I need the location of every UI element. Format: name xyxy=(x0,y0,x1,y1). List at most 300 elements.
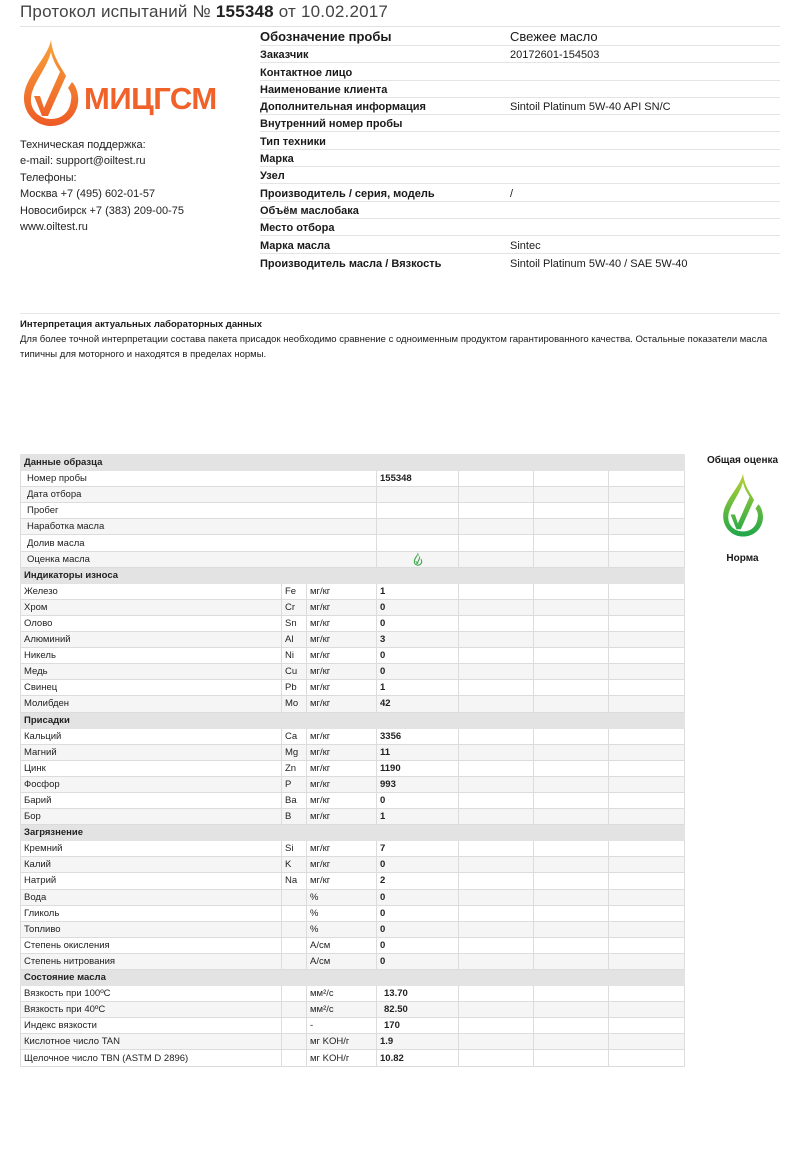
unit: мг/кг xyxy=(307,583,377,599)
element-symbol: Pb xyxy=(282,680,307,696)
info-row xyxy=(260,28,780,46)
empty-cell xyxy=(534,487,609,503)
interpretation-divider xyxy=(20,313,780,314)
empty-cell xyxy=(609,583,685,599)
info-label: Дополнительная информация xyxy=(260,101,426,114)
unit: мг/кг xyxy=(307,632,377,648)
phone-novosibirsk: Новосибирск +7 (383) 209-00-75 xyxy=(20,204,184,217)
empty-cell xyxy=(609,728,685,744)
empty-cell xyxy=(534,760,609,776)
element-symbol: B xyxy=(282,809,307,825)
section-header xyxy=(21,970,685,986)
unit: мг/кг xyxy=(307,873,377,889)
empty-cell xyxy=(609,792,685,808)
info-value xyxy=(510,79,780,80)
section-title: Индикаторы износа xyxy=(21,567,685,583)
row-label: Вязкость при 40ºC xyxy=(21,1002,282,1018)
empty-cell xyxy=(459,632,534,648)
row-label: Индекс вязкости xyxy=(21,1018,282,1034)
row-value: 0 xyxy=(377,889,459,905)
empty-cell xyxy=(459,696,534,712)
element-symbol: Zn xyxy=(282,760,307,776)
element-symbol xyxy=(282,953,307,969)
section-header xyxy=(21,567,685,583)
table-row xyxy=(21,937,685,953)
info-value xyxy=(510,217,780,218)
table-row xyxy=(21,535,685,551)
empty-cell xyxy=(609,1018,685,1034)
empty-cell xyxy=(459,1034,534,1050)
row-label: Никель xyxy=(21,648,282,664)
info-label: Марка xyxy=(260,153,294,166)
info-label: Контактное лицо xyxy=(260,66,353,79)
table-row xyxy=(21,664,685,680)
section-title: Состояние масла xyxy=(21,970,685,986)
unit: мг/кг xyxy=(307,599,377,615)
info-row xyxy=(260,219,780,236)
row-label: Фосфор xyxy=(21,776,282,792)
empty-cell xyxy=(609,744,685,760)
empty-cell xyxy=(609,776,685,792)
empty-cell xyxy=(534,503,609,519)
row-value: 0 xyxy=(377,599,459,615)
empty-cell xyxy=(459,519,534,535)
unit: мг/кг xyxy=(307,728,377,744)
element-symbol xyxy=(282,986,307,1002)
empty-cell xyxy=(459,986,534,1002)
support-contacts xyxy=(20,137,184,235)
section-header xyxy=(21,455,685,471)
info-value: / xyxy=(510,187,514,200)
overall-status: Норма xyxy=(726,553,759,564)
unit: % xyxy=(307,905,377,921)
empty-cell xyxy=(459,503,534,519)
row-value: 0 xyxy=(377,792,459,808)
section-header xyxy=(21,825,685,841)
empty-cell xyxy=(534,648,609,664)
table-row xyxy=(21,841,685,857)
empty-cell xyxy=(459,953,534,969)
row-label: Кремний xyxy=(21,841,282,857)
table-row xyxy=(21,599,685,615)
empty-cell xyxy=(609,953,685,969)
row-label: Степень нитрования xyxy=(21,953,282,969)
table-row xyxy=(21,1018,685,1034)
element-symbol xyxy=(282,889,307,905)
unit: мм²/с xyxy=(307,986,377,1002)
unit: % xyxy=(307,889,377,905)
empty-cell xyxy=(609,857,685,873)
row-value: 993 xyxy=(377,776,459,792)
empty-cell xyxy=(534,809,609,825)
empty-cell xyxy=(459,551,534,567)
empty-cell xyxy=(459,615,534,631)
protocol-date: 10.02.2017 xyxy=(301,2,389,21)
empty-cell xyxy=(534,535,609,551)
empty-cell xyxy=(534,1050,609,1066)
protocol-number: 155348 xyxy=(215,2,274,21)
info-label: Объём маслобака xyxy=(260,204,359,217)
info-label: Внутренний номер пробы xyxy=(260,118,403,131)
table-row xyxy=(21,471,685,487)
empty-cell xyxy=(459,889,534,905)
element-symbol: P xyxy=(282,776,307,792)
section-title: Присадки xyxy=(21,712,685,728)
unit: мм²/с xyxy=(307,1002,377,1018)
empty-cell xyxy=(459,487,534,503)
info-value xyxy=(510,130,780,131)
row-value: 0 xyxy=(377,857,459,873)
empty-cell xyxy=(459,728,534,744)
lab-results-table xyxy=(20,454,685,1067)
row-value: 3356 xyxy=(377,728,459,744)
info-label: Марка масла xyxy=(260,239,331,252)
row-value: 82.50 xyxy=(377,1002,459,1018)
date-prefix: от xyxy=(278,2,297,21)
section-title: Данные образца xyxy=(21,455,685,471)
row-value xyxy=(377,535,459,551)
empty-cell xyxy=(609,535,685,551)
row-value: 1 xyxy=(377,583,459,599)
info-row xyxy=(260,132,780,149)
unit: мг/кг xyxy=(307,744,377,760)
element-symbol: Sn xyxy=(282,615,307,631)
table-row xyxy=(21,953,685,969)
element-symbol xyxy=(282,937,307,953)
row-label: Барий xyxy=(21,792,282,808)
section-header xyxy=(21,712,685,728)
element-symbol: Al xyxy=(282,632,307,648)
empty-cell xyxy=(609,503,685,519)
unit: мг/кг xyxy=(307,648,377,664)
empty-cell xyxy=(609,632,685,648)
info-row xyxy=(260,98,780,115)
row-value: 2 xyxy=(377,873,459,889)
empty-cell xyxy=(534,889,609,905)
row-label: Дата отбора xyxy=(21,487,377,503)
info-value xyxy=(510,96,780,97)
element-symbol: Na xyxy=(282,873,307,889)
table-row xyxy=(21,760,685,776)
table-row xyxy=(21,873,685,889)
unit: мг/кг xyxy=(307,615,377,631)
empty-cell xyxy=(534,599,609,615)
table-row xyxy=(21,615,685,631)
row-label: Наработка масла xyxy=(21,519,377,535)
empty-cell xyxy=(534,905,609,921)
row-value xyxy=(377,487,459,503)
phone-moscow: Москва +7 (495) 602-01-57 xyxy=(20,188,156,201)
row-value: 0 xyxy=(377,921,459,937)
table-row xyxy=(21,648,685,664)
support-email[interactable]: e-mail: support@oiltest.ru xyxy=(20,155,146,168)
info-row xyxy=(260,150,780,167)
row-value xyxy=(377,551,459,567)
support-heading: Техническая поддержка: xyxy=(20,139,146,151)
empty-cell xyxy=(459,1002,534,1018)
unit: мг/кг xyxy=(307,664,377,680)
unit: мг/кг xyxy=(307,792,377,808)
table-row xyxy=(21,632,685,648)
row-value: 3 xyxy=(377,632,459,648)
empty-cell xyxy=(534,744,609,760)
unit: мг/кг xyxy=(307,760,377,776)
overall-assessment xyxy=(700,455,785,564)
row-label: Магний xyxy=(21,744,282,760)
empty-cell xyxy=(534,583,609,599)
row-label: Номер пробы xyxy=(21,471,377,487)
empty-cell xyxy=(459,648,534,664)
row-value: 0 xyxy=(377,953,459,969)
empty-cell xyxy=(459,809,534,825)
row-value: 170 xyxy=(377,1018,459,1034)
empty-cell xyxy=(534,1018,609,1034)
row-label: Топливо xyxy=(21,921,282,937)
unit: А/см xyxy=(307,953,377,969)
empty-cell xyxy=(459,921,534,937)
empty-cell xyxy=(609,921,685,937)
element-symbol: Mo xyxy=(282,696,307,712)
info-row xyxy=(260,236,780,253)
table-row xyxy=(21,583,685,599)
table-row xyxy=(21,680,685,696)
empty-cell xyxy=(459,680,534,696)
row-value: 0 xyxy=(377,615,459,631)
info-label: Место отбора xyxy=(260,222,335,235)
empty-cell xyxy=(534,873,609,889)
row-label: Свинец xyxy=(21,680,282,696)
info-row xyxy=(260,115,780,132)
empty-cell xyxy=(609,599,685,615)
info-label: Наименование клиента xyxy=(260,83,388,96)
table-row xyxy=(21,905,685,921)
element-symbol xyxy=(282,921,307,937)
row-value: 0 xyxy=(377,648,459,664)
info-value: 20172601-154503 xyxy=(510,49,600,62)
empty-cell xyxy=(609,664,685,680)
row-label: Гликоль xyxy=(21,905,282,921)
empty-cell xyxy=(459,471,534,487)
row-value: 1 xyxy=(377,809,459,825)
empty-cell xyxy=(609,937,685,953)
empty-cell xyxy=(534,728,609,744)
row-label: Щелочное число TBN (ASTM D 2896) xyxy=(21,1050,282,1066)
empty-cell xyxy=(459,905,534,921)
orange-drop-check-icon xyxy=(20,38,82,128)
empty-cell xyxy=(609,760,685,776)
row-label: Вода xyxy=(21,889,282,905)
empty-cell xyxy=(459,873,534,889)
row-label: Цинк xyxy=(21,760,282,776)
table-row xyxy=(21,487,685,503)
green-drop-check-icon xyxy=(413,552,423,566)
info-value: Свежее масло xyxy=(510,29,598,44)
empty-cell xyxy=(534,792,609,808)
row-label: Кислотное число TAN xyxy=(21,1034,282,1050)
info-value xyxy=(510,182,780,183)
info-row xyxy=(260,202,780,219)
info-value xyxy=(510,148,780,149)
empty-cell xyxy=(534,921,609,937)
empty-cell xyxy=(459,664,534,680)
company-logo xyxy=(20,38,235,128)
empty-cell xyxy=(534,1002,609,1018)
row-value xyxy=(377,519,459,535)
logo-text: МИЦГСМ xyxy=(84,81,217,116)
empty-cell xyxy=(534,857,609,873)
row-label: Натрий xyxy=(21,873,282,889)
table-row xyxy=(21,921,685,937)
unit: А/см xyxy=(307,937,377,953)
row-value: 7 xyxy=(377,841,459,857)
info-label: Заказчик xyxy=(260,49,309,62)
empty-cell xyxy=(534,937,609,953)
empty-cell xyxy=(609,487,685,503)
info-row xyxy=(260,63,780,80)
website-link[interactable]: www.oiltest.ru xyxy=(20,221,88,234)
info-label: Узел xyxy=(260,170,285,183)
unit: мг/кг xyxy=(307,857,377,873)
row-label: Бор xyxy=(21,809,282,825)
info-value: Sintoil Platinum 5W-40 API SN/C xyxy=(510,101,671,114)
empty-cell xyxy=(459,857,534,873)
empty-cell xyxy=(459,1050,534,1066)
section-title: Загрязнение xyxy=(21,825,685,841)
title-prefix: Протокол испытаний № xyxy=(20,2,211,21)
info-label: Производитель / серия, модель xyxy=(260,187,435,200)
row-value: 1190 xyxy=(377,760,459,776)
row-label: Медь xyxy=(21,664,282,680)
row-label: Долив масла xyxy=(21,535,377,551)
info-value: Sintoil Platinum 5W-40 / SAE 5W-40 xyxy=(510,257,688,270)
element-symbol: Cr xyxy=(282,599,307,615)
unit: мг/кг xyxy=(307,696,377,712)
empty-cell xyxy=(609,873,685,889)
element-symbol: K xyxy=(282,857,307,873)
empty-cell xyxy=(534,519,609,535)
interpretation-title: Интерпретация актуальных лабораторных данных xyxy=(20,319,262,330)
empty-cell xyxy=(459,583,534,599)
table-row xyxy=(21,857,685,873)
unit: мг KOH/г xyxy=(307,1050,377,1066)
element-symbol xyxy=(282,1034,307,1050)
row-label: Степень окисления xyxy=(21,937,282,953)
empty-cell xyxy=(609,1002,685,1018)
info-value xyxy=(510,165,780,166)
empty-cell xyxy=(534,841,609,857)
unit: % xyxy=(307,921,377,937)
table-row xyxy=(21,696,685,712)
empty-cell xyxy=(609,986,685,1002)
empty-cell xyxy=(609,1034,685,1050)
title-divider xyxy=(20,26,780,27)
row-value: 13.70 xyxy=(377,986,459,1002)
protocol-title xyxy=(20,2,388,22)
row-value xyxy=(377,503,459,519)
empty-cell xyxy=(609,519,685,535)
info-label: Обозначение пробы xyxy=(260,29,392,44)
unit: мг/кг xyxy=(307,680,377,696)
empty-cell xyxy=(534,551,609,567)
empty-cell xyxy=(459,599,534,615)
element-symbol xyxy=(282,905,307,921)
element-symbol xyxy=(282,1002,307,1018)
empty-cell xyxy=(534,776,609,792)
row-value: 11 xyxy=(377,744,459,760)
table-row xyxy=(21,792,685,808)
table-row xyxy=(21,519,685,535)
empty-cell xyxy=(459,841,534,857)
green-drop-check-icon xyxy=(719,472,767,538)
table-row xyxy=(21,889,685,905)
row-value: 1.9 xyxy=(377,1034,459,1050)
unit: мг KOH/г xyxy=(307,1034,377,1050)
phones-heading: Телефоны: xyxy=(20,171,77,184)
info-row xyxy=(260,184,780,201)
element-symbol: Fe xyxy=(282,583,307,599)
row-value: 1 xyxy=(377,680,459,696)
row-label: Вязкость при 100ºC xyxy=(21,986,282,1002)
row-label: Олово xyxy=(21,615,282,631)
row-label: Хром xyxy=(21,599,282,615)
empty-cell xyxy=(459,535,534,551)
sample-info-table xyxy=(260,28,780,271)
row-value: 42 xyxy=(377,696,459,712)
empty-cell xyxy=(459,776,534,792)
table-row xyxy=(21,776,685,792)
row-value: 0 xyxy=(377,937,459,953)
unit: мг/кг xyxy=(307,841,377,857)
info-row xyxy=(260,46,780,63)
table-row xyxy=(21,809,685,825)
row-value: 0 xyxy=(377,664,459,680)
row-label: Пробег xyxy=(21,503,377,519)
row-label: Калий xyxy=(21,857,282,873)
row-value: 10.82 xyxy=(377,1050,459,1066)
empty-cell xyxy=(609,809,685,825)
empty-cell xyxy=(534,1034,609,1050)
info-value: Sintec xyxy=(510,239,541,252)
element-symbol: Ba xyxy=(282,792,307,808)
row-label: Молибден xyxy=(21,696,282,712)
empty-cell xyxy=(459,760,534,776)
info-label: Тип техники xyxy=(260,135,326,148)
empty-cell xyxy=(609,696,685,712)
element-symbol: Ni xyxy=(282,648,307,664)
row-value: 0 xyxy=(377,905,459,921)
empty-cell xyxy=(534,632,609,648)
empty-cell xyxy=(609,615,685,631)
empty-cell xyxy=(609,1050,685,1066)
element-symbol xyxy=(282,1050,307,1066)
empty-cell xyxy=(609,648,685,664)
empty-cell xyxy=(609,680,685,696)
table-row xyxy=(21,728,685,744)
unit: мг/кг xyxy=(307,809,377,825)
empty-cell xyxy=(534,664,609,680)
table-row xyxy=(21,551,685,567)
empty-cell xyxy=(534,953,609,969)
table-row xyxy=(21,1050,685,1066)
unit: - xyxy=(307,1018,377,1034)
empty-cell xyxy=(534,696,609,712)
element-symbol: Cu xyxy=(282,664,307,680)
element-symbol: Mg xyxy=(282,744,307,760)
empty-cell xyxy=(459,1018,534,1034)
empty-cell xyxy=(534,471,609,487)
element-symbol: Ca xyxy=(282,728,307,744)
empty-cell xyxy=(609,889,685,905)
